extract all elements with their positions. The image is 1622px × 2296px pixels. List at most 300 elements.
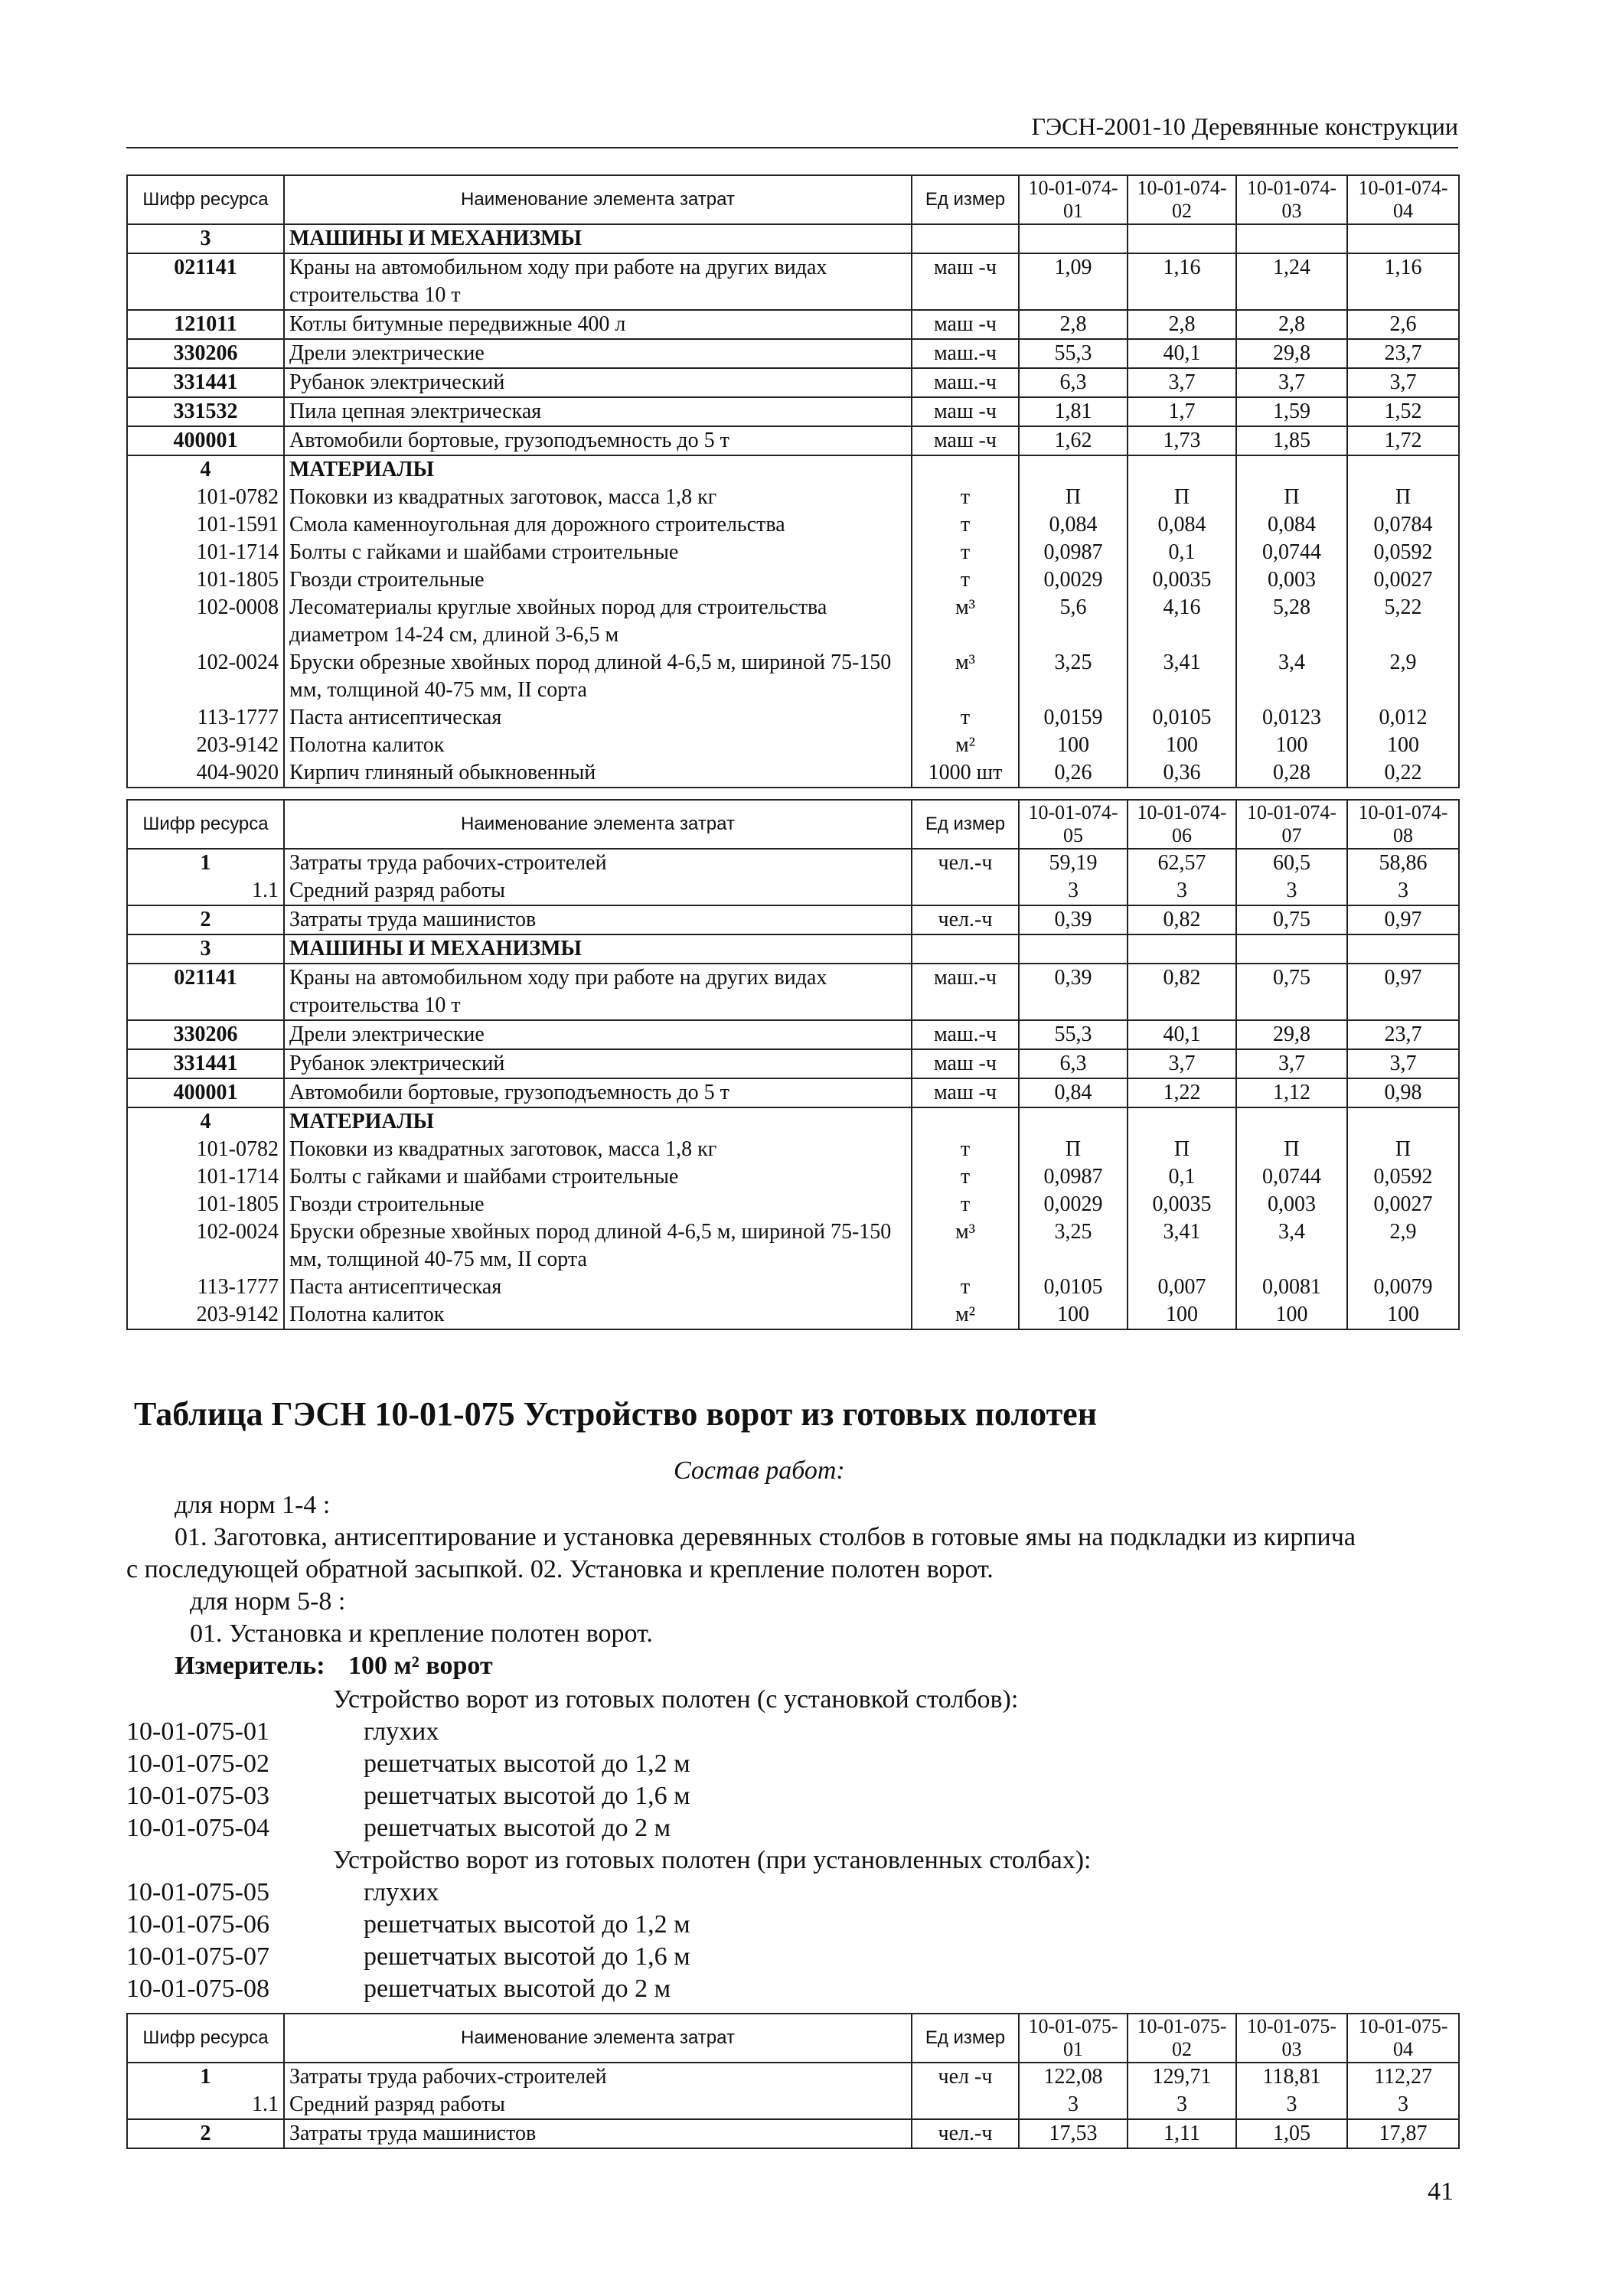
resource-name: Рубанок электрический [284,368,912,397]
table-row [127,964,1459,1020]
norm-value: 0,0592 [1347,539,1459,566]
norm-value: 1,24 [1236,253,1347,310]
table-row [127,484,1459,511]
unit: т [912,1274,1019,1301]
col-header-norm: 10-01-075-03 [1236,2014,1347,2063]
norm-code: 10-01-075-08 [126,1975,269,2003]
norm-value: 5,6 [1019,594,1128,649]
norm-value: 1,81 [1019,397,1128,426]
resource-name: Автомобили бортовые, грузоподъемность до 5 т [284,426,912,455]
norm-description: решетчатых высотой до 1,2 м [364,1910,690,1939]
norm-value: 0,003 [1236,1191,1347,1218]
norm-value: 0,0027 [1347,1191,1459,1218]
unit [912,1107,1019,1136]
col-header-unit: Ед измер [912,2014,1019,2063]
unit: т [912,511,1019,539]
resource-name: Средний разряд работы [284,877,912,905]
resource-name: Краны на автомобильном ходу при работе на других видах строительства 10 т [284,253,912,310]
resource-code: 4 [127,1107,284,1136]
resource-code: 101-1714 [127,1163,284,1191]
table-row [127,397,1459,426]
norm-value: 0,0987 [1019,1163,1128,1191]
table-row [127,566,1459,594]
col-header-code: Шифр ресурса [127,800,284,849]
norm-value: 0,39 [1019,905,1128,934]
col-header-unit: Ед измер [912,175,1019,224]
norm-value: 1,05 [1236,2119,1347,2148]
norm-value: 17,87 [1347,2119,1459,2148]
norm-value: 5,22 [1347,594,1459,649]
resource-name: Бруски обрезные хвойных пород длиной 4-6,5 м, шириной 75-150 мм, толщиной 40-75 мм, II сорта [284,1218,912,1274]
table-row [127,594,1459,649]
norm-code: 10-01-075-06 [126,1910,269,1939]
resource-code: 331532 [127,397,284,426]
resource-code: 101-1591 [127,511,284,539]
resource-code: 021141 [127,964,284,1020]
norm-value: 1,85 [1236,426,1347,455]
norm-value [1019,1107,1128,1136]
table-row [127,2091,1459,2119]
col-header-norm: 10-01-075-01 [1019,2014,1128,2063]
norm-value: 0,75 [1236,964,1347,1020]
norm-code: 10-01-075-02 [126,1750,269,1778]
norm-value: 0,39 [1019,964,1128,1020]
resource-code: 203-9142 [127,1301,284,1329]
norm-value: 62,57 [1128,849,1236,877]
resource-name: Паста антисептическая [284,704,912,732]
resource-code: 102-0008 [127,594,284,649]
unit: т [912,1163,1019,1191]
norm-value [1236,1107,1347,1136]
table-body [127,849,1459,1329]
norm-value: 100 [1347,1301,1459,1329]
table-row [127,732,1459,759]
resource-name: Пила цепная электрическая [284,397,912,426]
norm-value [1128,224,1236,253]
col-header-norm: 10-01-074-03 [1236,175,1347,224]
norm-value: 112,27 [1347,2063,1459,2091]
col-header-norm: 10-01-074-07 [1236,800,1347,849]
norm-value: 2,6 [1347,310,1459,339]
norm-value: 29,8 [1236,339,1347,368]
norm-value: 3,25 [1019,1218,1128,1274]
norm-value: 17,53 [1019,2119,1128,2148]
col-header-name: Наименование элемента затрат [284,800,912,849]
norm-value: 6,3 [1019,1049,1128,1078]
unit: м² [912,1301,1019,1329]
norm-value: 58,86 [1347,849,1459,877]
norm-value: 0,97 [1347,964,1459,1020]
norm-value: 100 [1236,1301,1347,1329]
unit: т [912,539,1019,566]
unit: 1000 шт [912,759,1019,788]
norm-value [1128,455,1236,484]
norms-1-4-text-cont: с последующей обратной засыпкой. 02. Установка и крепление полотен ворот. [126,1555,994,1583]
resource-name: Смола каменноугольная для дорожного строительства [284,511,912,539]
norm-value: 100 [1236,732,1347,759]
norm-value: 100 [1019,1301,1128,1329]
col-header-name: Наименование элемента затрат [284,175,912,224]
norm-value: 0,36 [1128,759,1236,788]
norm-code: 10-01-075-03 [126,1782,269,1810]
norm-value: 1,72 [1347,426,1459,455]
norm-value: 0,0105 [1019,1274,1128,1301]
norm-value: 2,9 [1347,1218,1459,1274]
group2-title: Устройство ворот из готовых полотен (при установленных столбах): [333,1846,1092,1874]
resource-code: 4 [127,455,284,484]
norm-value: П [1128,484,1236,511]
norm-description: решетчатых высотой до 2 м [364,1975,671,2003]
norm-value: 0,0079 [1347,1274,1459,1301]
norm-value: П [1236,484,1347,511]
norms-1-4-text: 01. Заготовка, антисептирование и установка деревянных столбов в готовые ямы на подкладки из кирпича [175,1523,1356,1551]
table-body [127,2063,1459,2148]
meter-label: Измеритель: [175,1652,325,1680]
norm-value: 0,22 [1347,759,1459,788]
norm-value: 2,8 [1128,310,1236,339]
norm-value: 0,0123 [1236,704,1347,732]
norm-value: 0,1 [1128,539,1236,566]
resource-code: 1.1 [127,2091,284,2119]
norm-value: 0,0592 [1347,1163,1459,1191]
table-row [127,1218,1459,1274]
unit [912,224,1019,253]
col-header-norm: 10-01-075-02 [1128,2014,1236,2063]
norm-value [1236,224,1347,253]
col-header-norm: 10-01-074-02 [1128,175,1236,224]
norm-value: 2,9 [1347,649,1459,704]
col-header-norm: 10-01-074-06 [1128,800,1236,849]
resource-name: Дрели электрические [284,1020,912,1049]
norm-value: 3 [1236,2091,1347,2119]
resource-name: Поковки из квадратных заготовок, масса 1,8 кг [284,1136,912,1163]
table-row [127,368,1459,397]
resource-name: Дрели электрические [284,339,912,368]
norm-value: 3,41 [1128,649,1236,704]
table-row [127,455,1459,484]
resource-name: Затраты труда рабочих-строителей [284,849,912,877]
norm-value: 59,19 [1019,849,1128,877]
norm-value: 3,4 [1236,1218,1347,1274]
table-row [127,1020,1459,1049]
norm-value: 0,0029 [1019,1191,1128,1218]
col-header-code: Шифр ресурса [127,175,284,224]
norm-value: 3 [1347,2091,1459,2119]
table-row [127,1163,1459,1191]
resource-name: МАШИНЫ И МЕХАНИЗМЫ [284,224,912,253]
col-header-norm: 10-01-074-04 [1347,175,1459,224]
resource-code: 330206 [127,339,284,368]
norm-value: П [1236,1136,1347,1163]
resource-name: Болты с гайками и шайбами строительные [284,539,912,566]
norm-value: 129,71 [1128,2063,1236,2091]
resource-code: 121011 [127,310,284,339]
resource-name: МАТЕРИАЛЫ [284,1107,912,1136]
norm-value: 3,41 [1128,1218,1236,1274]
norm-value: 100 [1347,732,1459,759]
resource-name: Гвозди строительные [284,1191,912,1218]
resource-code: 101-1805 [127,1191,284,1218]
norm-value: 0,82 [1128,905,1236,934]
norm-value: 0,75 [1236,905,1347,934]
norm-value: 0,003 [1236,566,1347,594]
resource-code: 2 [127,2119,284,2148]
resource-code: 400001 [127,1078,284,1107]
col-header-norm: 10-01-074-08 [1347,800,1459,849]
table-row [127,511,1459,539]
unit: м³ [912,649,1019,704]
norm-value [1019,224,1128,253]
unit: маш.-ч [912,368,1019,397]
unit: маш -ч [912,1078,1019,1107]
norm-value: 1,16 [1347,253,1459,310]
table-row [127,253,1459,310]
table-body [127,224,1459,788]
norm-value: 0,0027 [1347,566,1459,594]
norm-description: решетчатых высотой до 1,6 м [364,1782,690,1810]
resource-code: 2 [127,905,284,934]
norm-value: 1,11 [1128,2119,1236,2148]
unit: чел.-ч [912,2119,1019,2148]
resource-name: Автомобили бортовые, грузоподъемность до 5 т [284,1078,912,1107]
resource-name: Полотна калиток [284,732,912,759]
table-row [127,1274,1459,1301]
resource-code: 101-0782 [127,484,284,511]
unit: чел.-ч [912,849,1019,877]
norm-value: 0,1 [1128,1163,1236,1191]
norm-value: 23,7 [1347,1020,1459,1049]
group1-title: Устройство ворот из готовых полотен (с установкой столбов): [333,1685,1019,1714]
norm-value: П [1128,1136,1236,1163]
norm-value: 0,0035 [1128,566,1236,594]
norm-value: П [1347,1136,1459,1163]
unit: маш -ч [912,426,1019,455]
table-row [127,1136,1459,1163]
norm-value [1128,934,1236,964]
norm-value [1236,934,1347,964]
norm-value: 1,22 [1128,1078,1236,1107]
table-row [127,759,1459,788]
norm-value: 3 [1019,2091,1128,2119]
norm-value: 60,5 [1236,849,1347,877]
norm-value: 0,28 [1236,759,1347,788]
norm-value: 1,12 [1236,1078,1347,1107]
resource-name: Краны на автомобильном ходу при работе на других видах строительства 10 т [284,964,912,1020]
norm-value: 40,1 [1128,339,1236,368]
norm-value: 6,3 [1019,368,1128,397]
norm-value: 0,0081 [1236,1274,1347,1301]
resource-name: Гвозди строительные [284,566,912,594]
norm-code: 10-01-075-07 [126,1942,269,1971]
norm-value: 3 [1128,877,1236,905]
resource-name: Бруски обрезные хвойных пород длиной 4-6,5 м, шириной 75-150 мм, толщиной 40-75 мм, II сорта [284,649,912,704]
norm-description: решетчатых высотой до 1,6 м [364,1942,690,1971]
norm-value: 1,52 [1347,397,1459,426]
col-header-code: Шифр ресурса [127,2014,284,2063]
norm-value: 0,0035 [1128,1191,1236,1218]
resource-code: 330206 [127,1020,284,1049]
table-row [127,1191,1459,1218]
unit: маш -ч [912,310,1019,339]
norm-value [1236,455,1347,484]
norm-value [1019,455,1128,484]
resource-name: Болты с гайками и шайбами строительные [284,1163,912,1191]
norm-value: 3,7 [1128,368,1236,397]
unit [912,877,1019,905]
resource-name: Затраты труда машинистов [284,2119,912,2148]
norm-value: 1,7 [1128,397,1236,426]
norm-value: 1,09 [1019,253,1128,310]
table-row [127,2119,1459,2148]
col-header-name: Наименование элемента затрат [284,2014,912,2063]
norm-value: 0,98 [1347,1078,1459,1107]
col-header-norm: 10-01-074-05 [1019,800,1128,849]
unit: м³ [912,1218,1019,1274]
unit: маш.-ч [912,1020,1019,1049]
table-row [127,649,1459,704]
unit [912,2091,1019,2119]
norm-value: 1,62 [1019,426,1128,455]
norm-value [1347,455,1459,484]
norm-description: глухих [364,1717,439,1746]
resource-code: 400001 [127,426,284,455]
unit: чел -ч [912,2063,1019,2091]
norm-value: 122,08 [1019,2063,1128,2091]
table-row [127,339,1459,368]
resource-name: Полотна калиток [284,1301,912,1329]
norm-value: 3,7 [1347,1049,1459,1078]
table-row [127,426,1459,455]
norm-value: 0,26 [1019,759,1128,788]
norm-value: 0,084 [1019,511,1128,539]
resource-name: Поковки из квадратных заготовок, масса 1,8 кг [284,484,912,511]
unit: маш -ч [912,397,1019,426]
unit [912,934,1019,964]
resource-name: Затраты труда рабочих-строителей [284,2063,912,2091]
norm-value [1347,224,1459,253]
work-composition-heading: Состав работ: [674,1456,845,1485]
col-header-norm: 10-01-074-01 [1019,175,1128,224]
norm-value [1128,1107,1236,1136]
unit: м² [912,732,1019,759]
resource-code: 113-1777 [127,1274,284,1301]
norm-value: 0,007 [1128,1274,1236,1301]
unit: маш.-ч [912,964,1019,1020]
resource-code: 404-9020 [127,759,284,788]
norm-value: 29,8 [1236,1020,1347,1049]
resource-name: МАШИНЫ И МЕХАНИЗМЫ [284,934,912,964]
unit: чел.-ч [912,905,1019,934]
norm-value: 1,16 [1128,253,1236,310]
norm-value: 0,0744 [1236,1163,1347,1191]
norm-value: 0,084 [1128,511,1236,539]
norm-value: 0,0744 [1236,539,1347,566]
table-row [127,1078,1459,1107]
norm-value: 2,8 [1019,310,1128,339]
resource-code: 331441 [127,368,284,397]
norm-value: П [1347,484,1459,511]
table-row [127,1049,1459,1078]
norm-value: П [1019,1136,1128,1163]
norm-value: 0,82 [1128,964,1236,1020]
table-row [127,877,1459,905]
resource-name: Затраты труда машинистов [284,905,912,934]
resource-code: 203-9142 [127,732,284,759]
norm-description: решетчатых высотой до 2 м [364,1814,671,1842]
table-row [127,2063,1459,2091]
norm-value: 3,7 [1236,368,1347,397]
table-row [127,539,1459,566]
norm-code: 10-01-075-04 [126,1814,269,1842]
page-number: 41 [1428,2177,1454,2206]
table-row [127,1301,1459,1329]
norm-value: 3 [1347,877,1459,905]
norm-value: 118,81 [1236,2063,1347,2091]
resource-code: 021141 [127,253,284,310]
norm-value: 3,4 [1236,649,1347,704]
running-header: ГЭСН-2001-10 Деревянные конструкции [126,107,1458,148]
unit: т [912,1191,1019,1218]
norm-value: 23,7 [1347,339,1459,368]
col-header-norm: 10-01-075-04 [1347,2014,1459,2063]
norm-value: 55,3 [1019,1020,1128,1049]
resource-code: 102-0024 [127,1218,284,1274]
norm-value: 0,0784 [1347,511,1459,539]
norm-value [1019,934,1128,964]
norm-value: 55,3 [1019,339,1128,368]
unit: т [912,566,1019,594]
unit: т [912,704,1019,732]
resource-name: МАТЕРИАЛЫ [284,455,912,484]
norm-value: 1,59 [1236,397,1347,426]
norm-value: 3 [1019,877,1128,905]
resource-name: Рубанок электрический [284,1049,912,1078]
norm-value: 0,0159 [1019,704,1128,732]
unit [912,455,1019,484]
norm-value [1347,934,1459,964]
resource-code: 3 [127,224,284,253]
unit: т [912,484,1019,511]
norm-value: 0,97 [1347,905,1459,934]
resource-name: Лесоматериалы круглые хвойных пород для строительства диаметром 14-24 см, длиной 3-6,5 м [284,594,912,649]
table-row [127,849,1459,877]
norms-5-8-label: для норм 5-8 : [190,1587,346,1616]
norm-value: 100 [1128,1301,1236,1329]
norm-value: 0,0987 [1019,539,1128,566]
resource-table-074-05-08 [126,799,1460,1330]
unit: м³ [912,594,1019,649]
norm-value: 3,7 [1128,1049,1236,1078]
resource-code: 3 [127,934,284,964]
resource-code: 102-0024 [127,649,284,704]
norm-value: 5,28 [1236,594,1347,649]
unit: маш -ч [912,1049,1019,1078]
unit: маш -ч [912,253,1019,310]
norm-value: 2,8 [1236,310,1347,339]
norm-value: 100 [1019,732,1128,759]
norm-value: 3 [1128,2091,1236,2119]
norm-value: 3,7 [1236,1049,1347,1078]
norm-value: 3 [1236,877,1347,905]
norm-value [1347,1107,1459,1136]
norm-code: 10-01-075-05 [126,1878,269,1906]
table-row [127,704,1459,732]
table-row [127,224,1459,253]
norm-description: глухих [364,1878,439,1906]
norm-value: П [1019,484,1128,511]
norm-value: 4,16 [1128,594,1236,649]
norm-value: 0,012 [1347,704,1459,732]
